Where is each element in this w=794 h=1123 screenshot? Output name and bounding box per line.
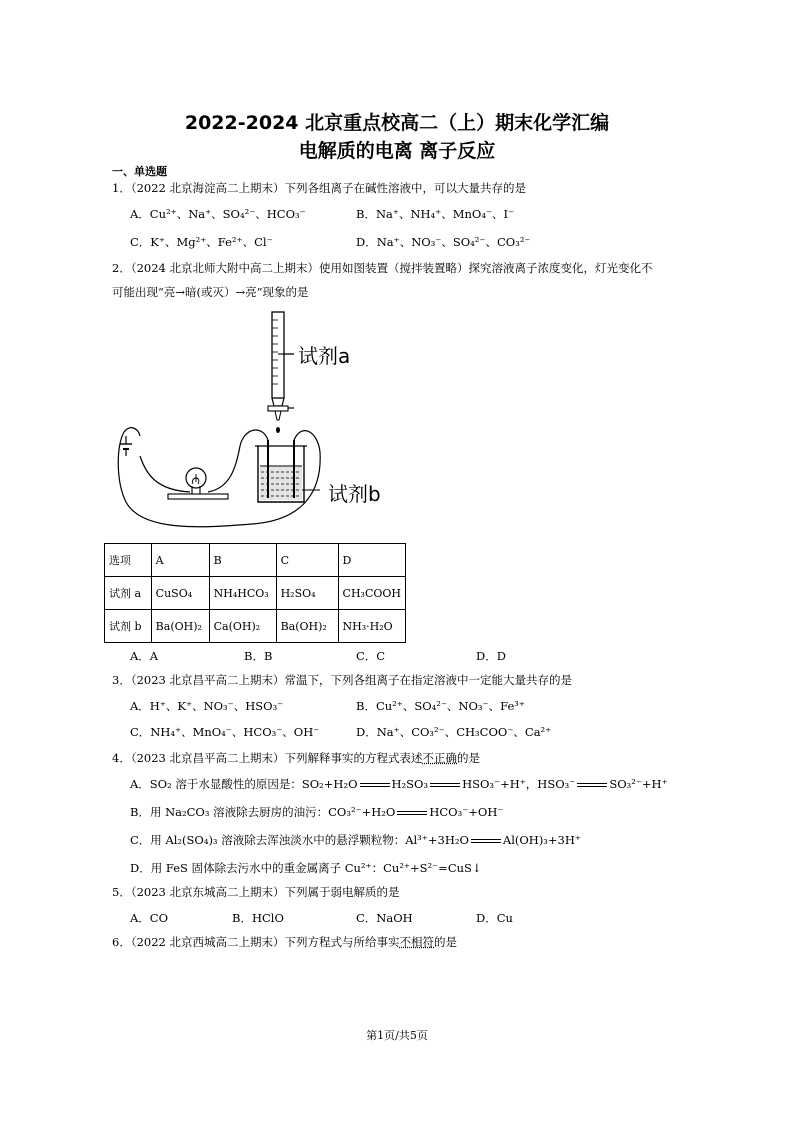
- table-cell: B: [209, 544, 276, 577]
- q5-option-d: D．Cu: [476, 911, 513, 925]
- table-cell: NH₃·H₂O: [338, 610, 405, 643]
- drop: [276, 427, 280, 433]
- question-1-stem: 1．（2022 北京海淀高二上期末）下列各组离子在碱性溶液中，可以大量共存的是: [112, 181, 526, 195]
- q1-option-a: A．Cu²⁺、Na⁺、SO₄²⁻、HCO₃⁻: [130, 207, 306, 221]
- page-number: 第1页/共5页: [366, 1029, 428, 1042]
- q5-option-b: B．HClO: [232, 911, 284, 925]
- q4-stem-post: 的是: [457, 751, 480, 765]
- question-6-stem: [112, 934, 457, 950]
- question-2-stem-line1: 2．（2024 北京北师大附中高二上期末）使用如图装置（搅拌装置略）探究溶液离子浓度变化，灯光变化不: [112, 261, 653, 275]
- question-3-stem: 3．（2023 北京昌平高二上期末）常温下，下列各组离子在指定溶液中一定能大量共存的是: [112, 673, 572, 687]
- equilibrium-arrow-icon: [577, 781, 607, 789]
- burette-body: [272, 312, 284, 398]
- q2-option-b: B．B: [244, 649, 273, 663]
- q5-option-c: C．NaOH: [356, 911, 413, 925]
- table-cell: CH₃COOH: [338, 577, 405, 610]
- q4-b-text: B．用 Na₂CO₃ 溶液除去厨房的油污：CO₃²⁻+H₂O: [130, 805, 396, 819]
- table-cell: Ba(OH)₂: [151, 610, 209, 643]
- q1-option-d: D．Na⁺、NO₃⁻、SO₄²⁻、CO₃²⁻: [356, 235, 531, 249]
- q6-stem-post: 的是: [434, 935, 457, 949]
- table-cell: 试剂 b: [105, 610, 152, 643]
- options-table: [104, 543, 406, 643]
- q4-stem-emphasis: 不正确: [422, 751, 457, 765]
- q4-b-text: HCO₃⁻+OH⁻: [429, 805, 504, 819]
- table-cell: D: [338, 544, 405, 577]
- q3-option-a: A．H⁺、K⁺、NO₃⁻、HSO₃⁻: [130, 699, 284, 713]
- table-row: [105, 544, 406, 577]
- document-subtitle: 电解质的电离 离子反应: [298, 140, 496, 162]
- section-heading: 一、单选题: [112, 165, 167, 178]
- equilibrium-arrow-icon: [397, 809, 427, 817]
- table-row: [105, 610, 406, 643]
- document-title: 2022-2024 北京重点校高二（上）期末化学汇编: [184, 112, 610, 134]
- stopcock: [268, 406, 288, 411]
- table-cell: A: [151, 544, 209, 577]
- q3-option-c: C．NH₄⁺、MnO₄⁻、HCO₃⁻、OH⁻: [130, 725, 320, 739]
- q4-a-text: A．SO₂ 溶于水显酸性的原因是：SO₂+H₂O: [130, 777, 358, 791]
- q4-option-a: [130, 776, 668, 792]
- table-cell: 试剂 a: [105, 577, 152, 610]
- q3-option-b: B．Cu²⁺、SO₄²⁻、NO₃⁻、Fe³⁺: [356, 699, 525, 713]
- q4-c-text: Al(OH)₃+3H⁺: [502, 833, 581, 847]
- battery: [120, 436, 132, 456]
- q4-option-b: [130, 804, 503, 820]
- table-row: [105, 577, 406, 610]
- q4-c-text: C．用 Al₂(SO₄)₃ 溶液除去浑浊淡水中的悬浮颗粒物：Al³⁺+3H₂O: [130, 833, 469, 847]
- q5-option-a: A．CO: [130, 911, 169, 925]
- question-5-stem: 5．（2023 北京东城高二上期末）下列属于弱电解质的是: [112, 885, 400, 899]
- table-cell: C: [276, 544, 338, 577]
- table-cell: NH₄HCO₃: [209, 577, 276, 610]
- q1-option-b: B．Na⁺、NH₄⁺、MnO₄⁻、I⁻: [356, 207, 515, 221]
- q4-stem-pre: 4．（2023 北京昌平高二上期末）下列解释事实的方程式表述: [112, 751, 423, 765]
- table-cell: H₂SO₄: [276, 577, 338, 610]
- q3-option-d: D．Na⁺、CO₃²⁻、CH₃COO⁻、Ca²⁺: [356, 725, 552, 739]
- q4-a-text: HSO₃⁻+H⁺，HSO₃⁻: [462, 777, 576, 791]
- question-4-stem: [112, 750, 480, 766]
- reagent-b-label: 试剂b: [328, 482, 381, 506]
- equilibrium-arrow-icon: [430, 781, 460, 789]
- q2-option-a: A．A: [130, 649, 159, 663]
- q4-a-text: SO₃²⁻+H⁺: [609, 777, 668, 791]
- q6-stem-emphasis: 不相符: [399, 935, 434, 949]
- reagent-a-label: 试剂a: [298, 344, 351, 368]
- equilibrium-arrow-icon: [360, 781, 390, 789]
- q4-option-c: [130, 832, 581, 848]
- q2-option-d: D．D: [476, 649, 506, 663]
- table-cell: Ca(OH)₂: [209, 610, 276, 643]
- q4-option-d: D．用 FeS 固体除去污水中的重金属离子 Cu²⁺：Cu²⁺+S²⁻=CuS↓: [130, 861, 482, 875]
- table-cell: 选项: [105, 544, 152, 577]
- q2-option-c: C．C: [356, 649, 386, 663]
- table-cell: Ba(OH)₂: [276, 610, 338, 643]
- question-2-stem-line2: 可能出现“亮→暗(或灭）→亮”现象的是: [112, 285, 309, 299]
- table-cell: CuSO₄: [151, 577, 209, 610]
- equilibrium-arrow-icon: [471, 837, 501, 845]
- q6-stem-pre: 6．（2022 北京西城高二上期末）下列方程式与所给事实: [112, 935, 400, 949]
- q4-a-text: H₂SO₃: [391, 777, 429, 791]
- beaker: [255, 440, 307, 502]
- q1-option-c: C．K⁺、Mg²⁺、Fe²⁺、Cl⁻: [130, 235, 273, 249]
- light-bulb-icon: [168, 468, 228, 499]
